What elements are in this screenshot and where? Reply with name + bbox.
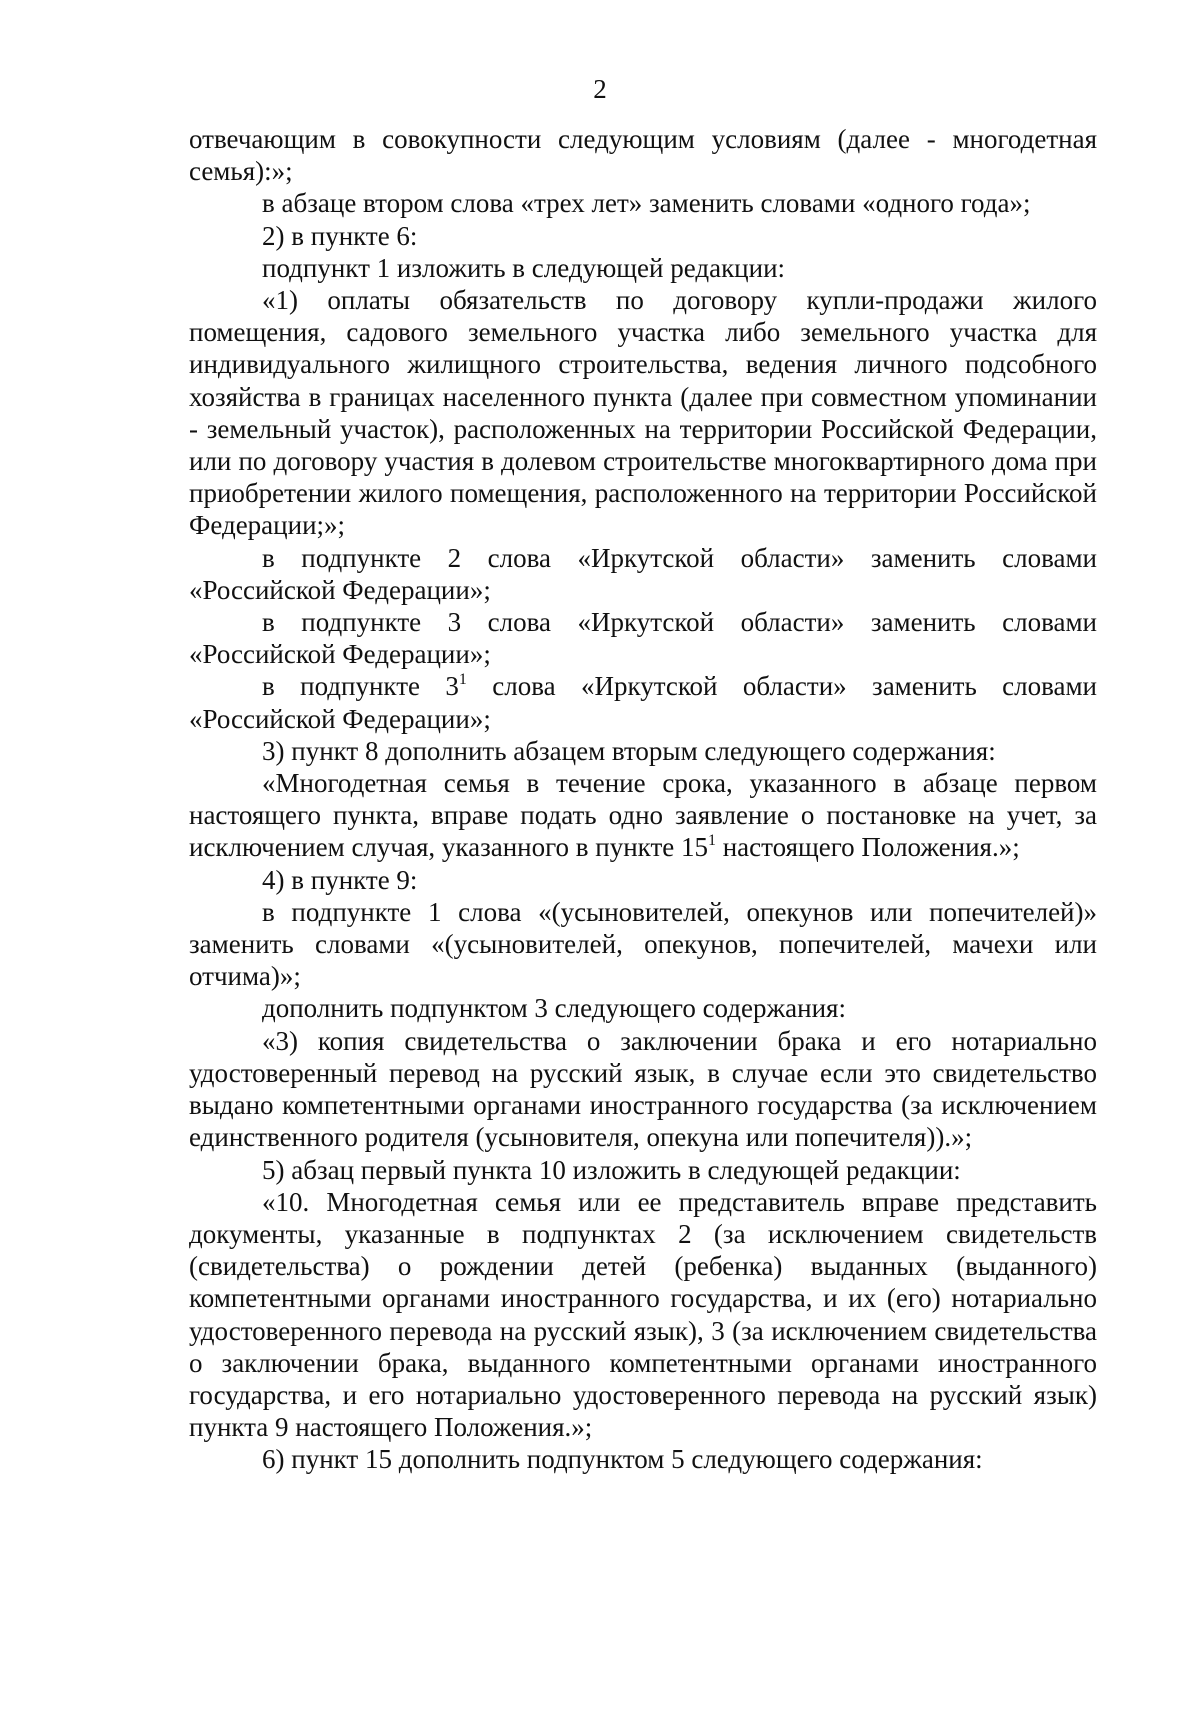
paragraph-1: отвечающим в совокупности следующим условиям (далее - многодетная семья):»; xyxy=(189,124,1097,187)
paragraph-2: в абзаце втором слова «трех лет» заменить словами «одного года»; xyxy=(262,188,1031,219)
paragraph-8 xyxy=(189,670,1097,734)
paragraph-16: «10. Многодетная семья или ее представитель вправе представить документы, указанные в подпунктах 2 (за исключением свидетельств (свидетельства) о рождении детей (ребенка) выданных (выданного) компетентными органами иностранного государства, и их (его) нотариально удостоверенного перевода на русский язык), 3 (за исключением свидетельства о заключении брака, выданного компетентными органами иностранного государства, и его нотариально удостоверенного перевода на русский язык) пункта 9 настоящего Положения.»; xyxy=(189,1186,1097,1443)
paragraph-15: 5) абзац первый пункта 10 изложить в следующей редакции: xyxy=(262,1154,961,1185)
paragraph-10-end: настоящего Положения.»; xyxy=(715,832,1020,863)
paragraph-9: 3) пункт 8 дополнить абзацем вторым следующего содержания: xyxy=(262,735,996,766)
paragraph-12: в подпункте 1 слова «(усыновителей, опекунов или попечителей)» заменить словами «(усыновителей, опекунов, попечителей, мачехи или отчима)»; xyxy=(189,896,1097,992)
paragraph-10-start: «Многодетная семья в течение срока, указанного в абзаце первом настоящего пункта, вправе подать одно заявление о постановке на учет, за исключением случая, указанного в пункте 15 xyxy=(189,768,1097,863)
paragraph-6: в подпункте 2 слова «Иркутской области» заменить словами «Российской Федерации»; xyxy=(189,542,1097,605)
paragraph-17: 6) пункт 15 дополнить подпунктом 5 следующего содержания: xyxy=(262,1444,983,1475)
paragraph-13: дополнить подпунктом 3 следующего содержания: xyxy=(262,993,846,1024)
paragraph-8-start: в подпункте 3 xyxy=(262,671,459,702)
superscript: 1 xyxy=(707,832,716,850)
page-number: 2 xyxy=(593,74,607,104)
paragraph-11: 4) в пункте 9: xyxy=(262,864,418,895)
paragraph-7: в подпункте 3 слова «Иркутской области» заменить словами «Российской Федерации»; xyxy=(189,607,1097,670)
paragraph-4: подпункт 1 изложить в следующей редакции: xyxy=(262,252,786,283)
paragraph-10 xyxy=(189,767,1097,864)
document-body xyxy=(189,123,1097,1476)
superscript: 1 xyxy=(458,671,467,689)
paragraph-8-end: слова «Иркутской области» заменить словами «Российской Федерации»; xyxy=(189,671,1098,734)
paragraph-5: «1) оплаты обязательств по договору купли-продажи жилого помещения, садового земельного участка либо земельного участка для индивидуального жилищного строительства, ведения личного подсобного хозяйства в границах населенного пункта (далее при совместном упоминании - земельный участок), расположенных на территории Российской Федерации, или по договору участия в долевом строительстве многоквартирного дома при приобретении жилого помещения, расположенного на территории Российской Федерации;»; xyxy=(189,285,1097,541)
paragraph-3: 2) в пункте 6: xyxy=(262,220,418,251)
paragraph-14: «3) копия свидетельства о заключении брака и его нотариально удостоверенный перевод на русский язык, в случае если это свидетельство выдано компетентными органами иностранного государства (за исключением единственного родителя (усыновителя, опекуна или попечителя)).»; xyxy=(189,1025,1097,1153)
